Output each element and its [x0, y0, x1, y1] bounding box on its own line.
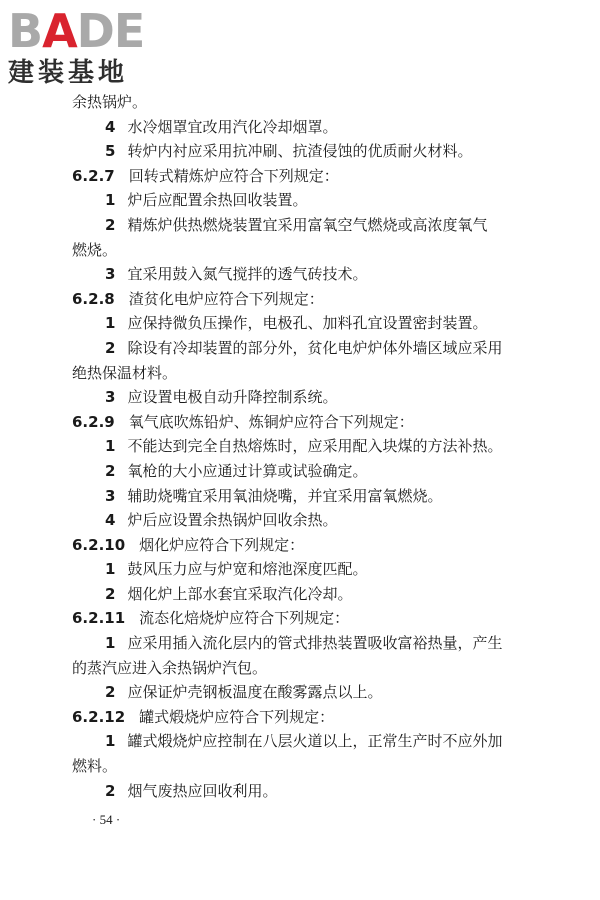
item-number: 2 — [105, 683, 116, 702]
item-number: 2 — [105, 338, 116, 357]
list-item — [72, 115, 552, 140]
page-number: · 54 · — [92, 812, 121, 827]
line-text: 渣贫化电炉应符合下列规定： — [128, 289, 324, 308]
item-number: 3 — [105, 388, 116, 407]
line-text: 精炼炉供热燃烧装置宜采用富氧空气燃烧或高浓度氧气 — [127, 215, 488, 234]
item-number: 1 — [105, 314, 116, 333]
line-text: 炉后应配置余热回收装置。 — [127, 191, 308, 210]
clause-number: 6.2.11 — [72, 609, 126, 628]
list-item — [72, 779, 552, 804]
line-text: 应采用插入流化层内的管式排热装置吸收富裕热量，产生 — [127, 634, 503, 653]
line-text: 鼓风压力应与炉宽和熔池深度匹配。 — [127, 560, 368, 579]
list-item — [72, 434, 552, 459]
clause-number: 6.2.8 — [72, 289, 115, 308]
line-text: 氧气底吹炼铅炉、炼铜炉应符合下列规定： — [128, 412, 414, 431]
line-text: 绝热保温材料。 — [72, 363, 178, 382]
list-item — [72, 385, 552, 410]
item-number: 2 — [105, 461, 116, 480]
line-text: 不能达到完全自热熔炼时，应采用配入块煤的方法补热。 — [127, 437, 503, 456]
line-text: 罐式煅烧炉应控制在八层火道以上，正常生产时不应外加 — [127, 732, 503, 751]
list-item — [72, 188, 552, 213]
clause-heading — [72, 533, 552, 558]
line-text: 转炉内衬应采用抗冲刷、抗渣侵蚀的优质耐火材料。 — [127, 142, 473, 161]
item-number: 4 — [105, 117, 116, 136]
line-text: 应设置电极自动升降控制系统。 — [127, 388, 338, 407]
line-text: 氧枪的大小应通过计算或试验确定。 — [127, 461, 368, 480]
line-text: 炉后应设置余热锅炉回收余热。 — [127, 511, 338, 530]
line-text: 水冷烟罩宜改用汽化冷却烟罩。 — [127, 117, 338, 136]
line-text: 宜采用鼓入氮气搅拌的透气砖技术。 — [127, 265, 368, 284]
continuation-line — [72, 754, 552, 779]
clause-heading — [72, 164, 552, 189]
line-text: 烟气废热应回收利用。 — [127, 781, 278, 800]
clause-heading — [72, 606, 552, 631]
item-number: 2 — [105, 584, 116, 603]
clause-heading — [72, 287, 552, 312]
item-number: 5 — [105, 142, 116, 161]
continuation-line — [72, 656, 552, 681]
list-item — [72, 582, 552, 607]
list-item — [72, 631, 552, 656]
line-text: 燃料。 — [72, 757, 118, 776]
continuation-line — [72, 90, 552, 115]
line-text: 回转式精炼炉应符合下列规定： — [128, 166, 339, 185]
list-item — [72, 213, 552, 238]
logo — [8, 6, 178, 90]
list-item — [72, 508, 552, 533]
clause-heading — [72, 705, 552, 730]
continuation-line — [72, 361, 552, 386]
line-text: 燃烧。 — [72, 240, 118, 259]
item-number: 1 — [105, 191, 116, 210]
list-item — [72, 680, 552, 705]
list-item — [72, 262, 552, 287]
list-item — [72, 336, 552, 361]
item-number: 3 — [105, 265, 116, 284]
line-text: 罐式煅烧炉应符合下列规定： — [139, 707, 335, 726]
list-item — [72, 484, 552, 509]
clause-number: 6.2.12 — [72, 707, 126, 726]
item-number: 2 — [105, 781, 116, 800]
clause-heading — [72, 410, 552, 435]
item-number: 2 — [105, 215, 116, 234]
clause-number: 6.2.10 — [72, 535, 126, 554]
list-item — [72, 459, 552, 484]
line-text: 应保持微负压操作，电极孔、加料孔宜设置密封装置。 — [127, 314, 488, 333]
document-body — [72, 90, 552, 803]
line-text: 烟化炉应符合下列规定： — [139, 535, 305, 554]
logo-wordmark: BADE — [8, 4, 145, 58]
clause-number: 6.2.9 — [72, 412, 115, 431]
item-number: 3 — [105, 486, 116, 505]
line-text: 烟化炉上部水套宜采取汽化冷却。 — [127, 584, 353, 603]
list-item — [72, 729, 552, 754]
clause-number: 6.2.7 — [72, 166, 115, 185]
item-number: 1 — [105, 634, 116, 653]
line-text: 余热锅炉。 — [72, 93, 148, 111]
item-number: 1 — [105, 732, 116, 751]
item-number: 1 — [105, 560, 116, 579]
list-item — [72, 139, 552, 164]
item-number: 4 — [105, 511, 116, 530]
line-text: 应保证炉壳钢板温度在酸雾露点以上。 — [127, 683, 383, 702]
line-text: 的蒸汽应进入余热锅炉汽包。 — [72, 658, 268, 677]
continuation-line — [72, 238, 552, 263]
line-text: 除设有冷却装置的部分外，贫化电炉炉体外墙区域应采用 — [127, 338, 503, 357]
list-item — [72, 557, 552, 582]
line-text: 流态化焙烧炉应符合下列规定： — [139, 609, 350, 628]
logo-subtitle: 建装基地 — [8, 58, 129, 88]
item-number: 1 — [105, 437, 116, 456]
line-text: 辅助烧嘴宜采用氧油烧嘴，并宜采用富氧燃烧。 — [127, 486, 443, 505]
list-item — [72, 311, 552, 336]
